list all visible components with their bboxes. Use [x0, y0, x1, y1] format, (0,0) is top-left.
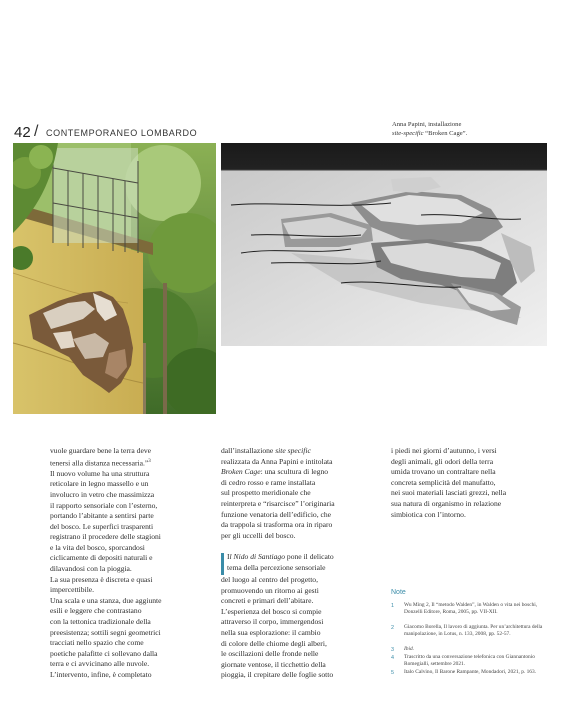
col1-line: Il nuovo volume ha una struttura: [50, 468, 150, 478]
caption-italic: site-specific: [392, 130, 424, 137]
col1-line: dilavandosi con la pioggia.: [50, 564, 132, 574]
col3-line: nei suoi materiali lasciati grezzi, nella: [391, 488, 507, 498]
col1-line: L’intervento, infine, è completato: [50, 670, 152, 679]
col3-line: i piedi nei giorni d’autunno, i versi: [391, 446, 497, 455]
text-column-3: [391, 446, 551, 520]
note-number: 2: [391, 625, 394, 631]
col1-line: poetiche palafitte ci sollevano dalla: [50, 648, 158, 658]
note-text: Ibid.: [404, 646, 415, 652]
col2-line: da trappola si trasforma ora in riparo: [221, 520, 333, 530]
sculpture-photo: [221, 143, 547, 346]
col3-line: simbiotica con l’intorno.: [391, 509, 466, 519]
house-photo-illustration: [13, 143, 216, 414]
text-column-1: [50, 446, 210, 681]
note-number: 4: [391, 655, 394, 661]
note-text: Wu Ming 2, Il “metodo Walden”, in Walden o vita nei boschi, Donzelli Editore, Roma, 2005, pp. VII-XII.: [404, 602, 538, 616]
notes-title: Note: [391, 589, 406, 596]
col2-line: pioggia, il crepitare delle foglie sotto: [221, 670, 334, 680]
col2-line: sul prospetto meridionale che: [221, 488, 311, 498]
note-number: 5: [391, 670, 394, 676]
col1-line: tenersi alla distanza necessaria.”$^3$: [50, 458, 151, 468]
photo-caption: [392, 120, 567, 138]
col2-line: concreti e primari dell’abitare.: [221, 596, 314, 606]
dropcap-bar: [221, 553, 224, 575]
house-photo: [13, 143, 216, 414]
col2-line: del luogo al centro del progetto,: [221, 574, 319, 584]
caption-line-1: Anna Papini, installazione: [392, 121, 462, 128]
footnote-ref: 3: [148, 458, 151, 464]
col1-line: e la vita del bosco, sporcandosi: [50, 542, 145, 552]
col1-line: involucro in vetro che massimizza: [50, 489, 155, 499]
col2-line: promuovendo un ritorno ai gesti: [221, 585, 319, 595]
col1-line: preesistenza; sottili segni geometrici: [50, 627, 161, 637]
col1-line: impercettibile.: [50, 585, 95, 595]
col2-line: nella sua esplorazione: il cambio: [221, 627, 321, 637]
col3-line: degli animali, gli odori della terra: [391, 456, 494, 466]
col2-line: realizzata da Anna Papini e intitolata: [221, 456, 333, 466]
note-text: Italo Calvino, Il Barone Rampante, Mondadori, 2021, p. 163.: [404, 669, 537, 675]
col1-line: ciclicamente di depositi naturali e: [50, 553, 153, 563]
note-text: Giacomo Borella, Il lavoro di aggiunta. Per un’architettura della manipolazione, in Lotus, n. 133, 2008, pp. 52-57.: [404, 624, 543, 638]
col2-line: funzione venatoria dell’edificio, che: [221, 509, 332, 519]
col2-line: tema della percezione sensoriale: [227, 562, 326, 572]
col2-line: giornate ventose, il ticchettio della: [221, 659, 326, 669]
col1-line: tracciati nello spazio che come: [50, 638, 144, 648]
caption-rest: “Broken Cage”.: [423, 130, 468, 137]
col2-line: L’esperienza del bosco si compie: [221, 606, 322, 616]
page-number: 42: [14, 124, 31, 141]
col1-line: Una scala e una stanza, due aggiunte: [50, 595, 162, 605]
note-text: Trascritto da una conversazione telefonica con Giannantonio Romegialli, settembre 2021.: [404, 654, 535, 668]
col1-line: registrano il procedere delle stagioni: [50, 532, 161, 542]
sculpture-photo-illustration: [221, 143, 547, 346]
col3-line: umida trovano un contraltare nella: [391, 467, 496, 477]
note-number: 1: [391, 603, 394, 609]
col1-line: terra e ci avvicinano alle nuvole.: [50, 659, 150, 669]
col2-line: le oscillazioni delle fronde nelle: [221, 649, 319, 659]
col1-line: il rapporto sensoriale con l’esterno,: [50, 500, 158, 510]
col1-line: portando l’abitante a sentirsi parte: [50, 511, 154, 521]
caption-line-2: [392, 129, 567, 138]
col2-line: di cedro rosso e rame installata: [221, 477, 316, 487]
col2-line: di colore delle chiome degli alberi,: [221, 638, 327, 648]
col2-line: reinterpreta e “risarcisce” l’originaria: [221, 498, 335, 508]
col1-line: esili e leggere che contrastano: [50, 606, 142, 616]
col2-line: per gli uccelli del bosco.: [221, 530, 296, 540]
col1-line: reticolare in legno massello e un: [50, 479, 149, 489]
col1-line: vuole guardare bene la terra deve: [50, 446, 151, 455]
col1-line: con la tettonica tradizionale della: [50, 617, 151, 627]
col3-line: sua natura di organismo in relazione: [391, 498, 502, 508]
section-title: CONTEMPORANEO LOMBARDO: [46, 128, 198, 138]
col2-line: dall’installazione site specific: [221, 446, 311, 455]
paragraph-with-dropcap: [221, 552, 381, 586]
col1-line: del bosco. Le superfici trasparenti: [50, 521, 154, 531]
col3-line: concreta semplicità del manufatto,: [391, 477, 496, 487]
note-number: 3: [391, 647, 394, 653]
text-column-2: [221, 446, 381, 681]
col2-line: Il Nido di Santiago pone il delicato: [227, 551, 334, 561]
col2-line: Broken Cage: una scultura di legno: [221, 467, 329, 477]
col2-line: attraverso il corpo, immergendosi: [221, 617, 324, 627]
col1-line: La sua presenza è discreta e quasi: [50, 574, 153, 584]
header-separator: /: [34, 123, 39, 140]
dropcap-letter: I: [227, 551, 230, 561]
